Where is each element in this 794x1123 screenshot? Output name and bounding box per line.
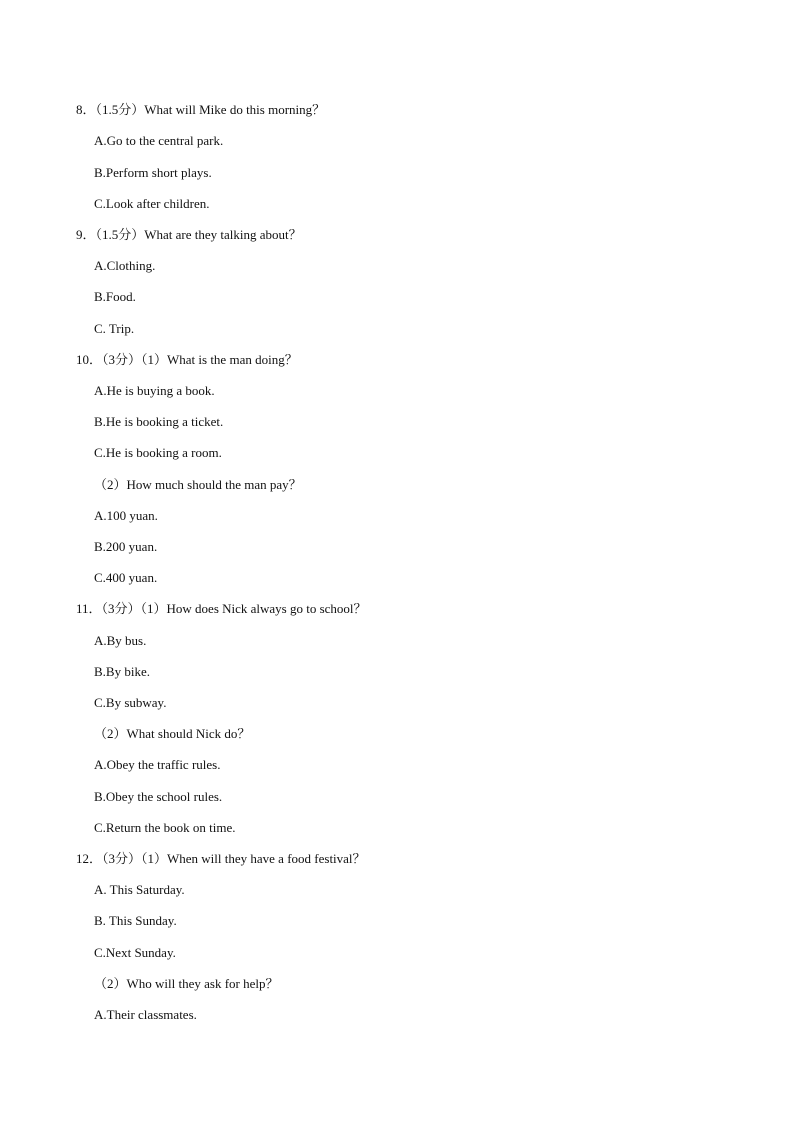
question-10-stem: 10．（3分）（1）What is the man doing？ — [76, 352, 298, 367]
question-12-1-option-a: A. This Saturday. — [94, 882, 185, 897]
question-11-2-option-a: A.Obey the traffic rules. — [94, 757, 221, 772]
question-10-1-option-a: A.He is buying a book. — [94, 383, 215, 398]
question-10-2-stem: （2）How much should the man pay？ — [94, 477, 302, 492]
question-12-stem: 12．（3分）（1）When will they have a food festival？ — [76, 851, 366, 866]
question-9-option-a: A.Clothing. — [94, 258, 156, 273]
question-12-1-option-b: B. This Sunday. — [94, 913, 177, 928]
question-11-2-option-c: C.Return the book on time. — [94, 820, 236, 835]
question-9-option-b: B.Food. — [94, 289, 136, 304]
question-11-1-option-a: A.By bus. — [94, 633, 147, 648]
question-8-option-c: C.Look after children. — [94, 196, 210, 211]
question-8-option-a: A.Go to the central park. — [94, 133, 224, 148]
question-12-1-option-c: C.Next Sunday. — [94, 945, 176, 960]
question-11-1-option-c: C.By subway. — [94, 695, 167, 710]
question-10-1-option-c: C.He is booking a room. — [94, 445, 222, 460]
question-11-2-stem: （2）What should Nick do？ — [94, 726, 251, 741]
question-10-2-option-c: C.400 yuan. — [94, 570, 158, 585]
question-11-stem: 11．（3分）（1）How does Nick always go to school？ — [76, 601, 367, 616]
question-8-stem: 8．（1.5分）What will Mike do this morning？ — [76, 102, 326, 117]
question-9-option-c: C. Trip. — [94, 321, 135, 336]
question-12-2-option-a: A.Their classmates. — [94, 1007, 197, 1022]
question-10-2-option-a: A.100 yuan. — [94, 508, 158, 523]
question-9-stem: 9．（1.5分）What are they talking about？ — [76, 227, 302, 242]
question-8-option-b: B.Perform short plays. — [94, 165, 212, 180]
question-11-2-option-b: B.Obey the school rules. — [94, 789, 223, 804]
question-10-2-option-b: B.200 yuan. — [94, 539, 158, 554]
question-12-2-stem: （2）Who will they ask for help？ — [94, 976, 279, 991]
question-11-1-option-b: B.By bike. — [94, 664, 150, 679]
question-10-1-option-b: B.He is booking a ticket. — [94, 414, 224, 429]
